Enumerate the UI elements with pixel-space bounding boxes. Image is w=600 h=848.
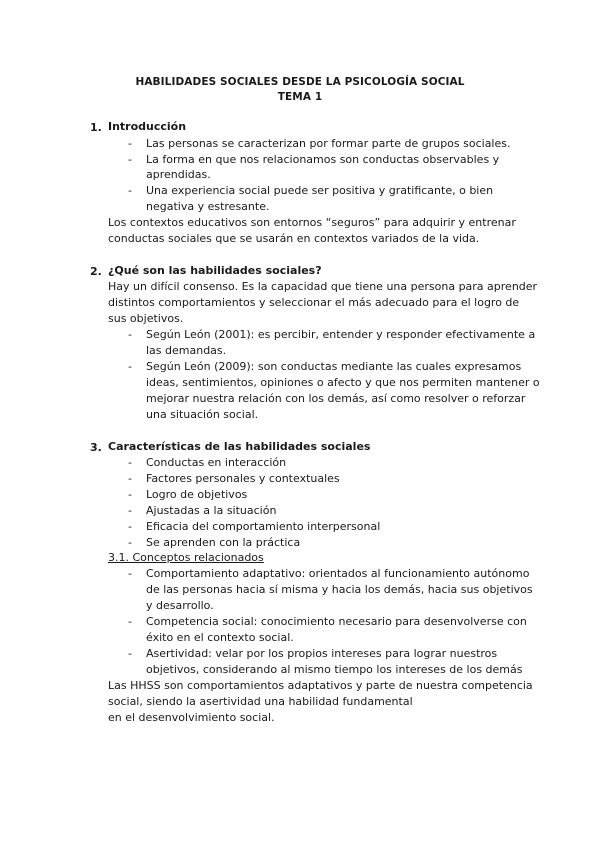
section-2-bullet-1-cont: las demandas. <box>146 344 227 357</box>
section-1-number: 1. <box>90 121 102 134</box>
sub-bullet-2-cont: éxito en el contexto social. <box>146 631 294 644</box>
bullet-dash: - <box>128 615 132 628</box>
subsection-3-1-title: 3.1. Conceptos relacionados <box>108 551 264 564</box>
section-3-bullet-5: Eficacia del comportamiento interpersonal <box>146 520 381 533</box>
section-1-paragraph-line-2: conductas sociales que se usarán en contextos variados de la vida. <box>108 232 480 245</box>
section-1-bullet-3-cont: negativa y estresante. <box>146 200 270 213</box>
section-1-paragraph-line-1: Los contextos educativos son entornos “seguros” para adquirir y entrenar <box>108 216 516 229</box>
section-3-paragraph-line-2: social, siendo la asertividad una habilidad fundamental <box>108 695 413 708</box>
bullet-dash: - <box>128 567 132 580</box>
section-3-bullet-2: Factores personales y contextuales <box>146 472 340 485</box>
section-2-number: 2. <box>90 265 102 278</box>
sub-bullet-3-cont: objetivos, considerando al mismo tiempo los intereses de los demás <box>146 663 523 676</box>
document-title: HABILIDADES SOCIALES DESDE LA PSICOLOGÍA SOCIAL <box>135 76 465 88</box>
section-1-bullet-2: La forma en que nos relacionamos son conductas observables y <box>146 153 500 166</box>
bullet-dash: - <box>128 520 132 533</box>
bullet-dash: - <box>128 360 132 373</box>
section-2-intro-line-3: sus objetivos. <box>108 312 184 325</box>
section-1-bullet-2-cont: aprendidas. <box>146 168 211 181</box>
bullet-dash: - <box>128 184 132 197</box>
section-3-number: 3. <box>90 441 102 454</box>
section-2-bullet-2-cont-2: mejorar nuestra relación con los demás, así como resolver o reforzar <box>146 392 526 405</box>
bullet-dash: - <box>128 153 132 166</box>
section-2-intro-line-1: Hay un difícil consenso. Es la capacidad que tiene una persona para aprender <box>108 280 538 293</box>
section-1-bullet-1: Las personas se caracterizan por formar parte de grupos sociales. <box>146 137 511 150</box>
document-subtitle: TEMA 1 <box>277 91 323 103</box>
section-1-heading: Introducción <box>108 120 187 133</box>
section-3-bullet-4: Ajustadas a la situación <box>146 504 277 517</box>
section-2-bullet-2: Según León (2009): son conductas mediante las cuales expresamos <box>146 360 522 373</box>
bullet-dash: - <box>128 536 132 549</box>
bullet-dash: - <box>128 647 132 660</box>
bullet-dash: - <box>128 456 132 469</box>
bullet-dash: - <box>128 472 132 485</box>
section-3-heading: Características de las habilidades sociales <box>108 440 371 453</box>
bullet-dash: - <box>128 137 132 150</box>
sub-bullet-1: Comportamiento adaptativo: orientados al funcionamiento autónomo <box>146 567 530 580</box>
bullet-dash: - <box>128 488 132 501</box>
sub-bullet-1-cont-1: de las personas hacia sí misma y hacia los demás, hacia sus objetivos <box>146 583 533 596</box>
section-1-bullet-3: Una experiencia social puede ser positiva y gratificante, o bien <box>146 184 494 197</box>
section-3-paragraph-line-3: en el desenvolvimiento social. <box>108 711 275 724</box>
section-3-paragraph-line-1: Las HHSS son comportamientos adaptativos y parte de nuestra competencia <box>108 679 533 692</box>
bullet-dash: - <box>128 504 132 517</box>
section-3-bullet-3: Logro de objetivos <box>146 488 248 501</box>
section-2-bullet-2-cont-3: una situación social. <box>146 408 259 421</box>
section-3-bullet-6: Se aprenden con la práctica <box>146 536 301 549</box>
section-2-bullet-2-cont-1: ideas, sentimientos, opiniones o afecto y que nos permiten mantener o <box>146 376 540 389</box>
section-2-bullet-1: Según León (2001): es percibir, entender y responder efectivamente a <box>146 328 536 341</box>
sub-bullet-1-cont-2: y desarrollo. <box>146 599 214 612</box>
bullet-dash: - <box>128 328 132 341</box>
section-2-intro-line-2: distintos comportamientos y seleccionar el más adecuado para el logro de <box>108 296 520 309</box>
sub-bullet-3: Asertividad: velar por los propios intereses para lograr nuestros <box>146 647 498 660</box>
section-3-bullet-1: Conductas en interacción <box>146 456 287 469</box>
sub-bullet-2: Competencia social: conocimiento necesario para desenvolverse con <box>146 615 527 628</box>
section-2-heading: ¿Qué son las habilidades sociales? <box>108 264 322 277</box>
